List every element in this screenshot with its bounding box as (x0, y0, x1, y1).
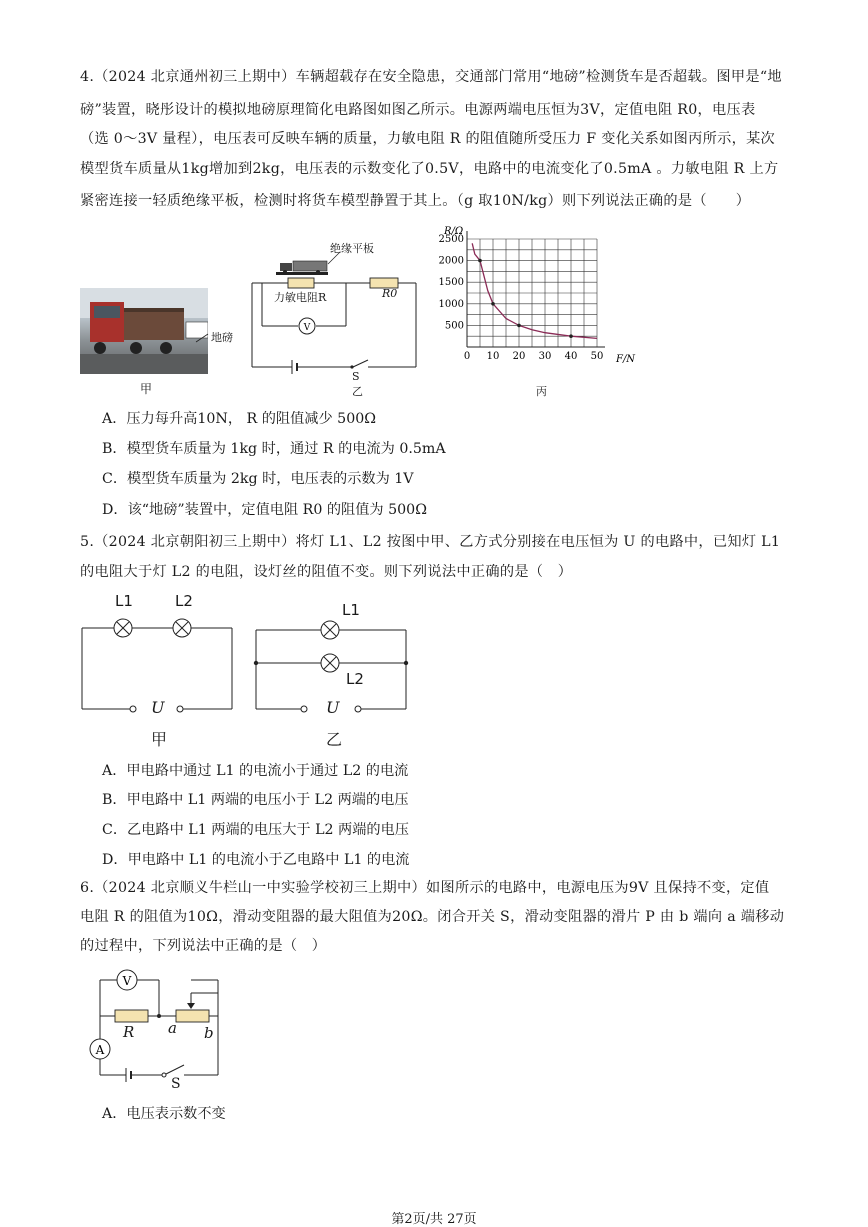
truck-photo (80, 288, 208, 374)
q5-yi-u-label: U (326, 698, 340, 717)
circuit-yi (240, 236, 430, 396)
q6-line-1: 6.（2024 北京顺义牛栏山一中实验学校初三上期中）如图所示的电路中，电源电压为9V 且保持不变，定值 (80, 880, 770, 896)
q5-jia-caption: 甲 (151, 730, 168, 749)
photo-tag-pointer (190, 320, 220, 350)
chart-series-line (472, 243, 597, 338)
q5-option-b[interactable]: B．甲电路中 L1 两端的电压小于 L2 两端的电压 (102, 792, 409, 808)
chart-x-axis-label: F/N (616, 354, 636, 365)
chart-y-tick-label: 500 (444, 320, 464, 332)
q5-line-2: 的电阻大于灯 L2 的电阻，设灯丝的阻值不变。则下列说法中正确的是（ ） (80, 564, 573, 580)
q4-line-5: 紧密连接一轻质绝缘平板，检测时将货车模型静置于其上。（g 取10N/kg）则下列说法正确的是（ ） (80, 193, 751, 209)
truck-illustration (80, 288, 208, 374)
chart-point (478, 259, 482, 263)
q4-option-d[interactable]: D．该“地磅”装置中，定值电阻 R0 的阻值为 500Ω (102, 502, 427, 518)
page-number: 第2页/共 27页 (391, 1212, 477, 1227)
chart-x-tick-label: 50 (590, 351, 604, 362)
q4-option-b[interactable]: B．模型货车质量为 1kg 时，通过 R 的电流为 0.5mA (102, 441, 446, 457)
circuit-yi-parallel (250, 588, 415, 748)
q4-line-4: 模型货车质量从1kg增加到2kg，电压表的示数变化了0.5V，电路中的电流变化了0.5mA 。力敏电阻 R 上方 (80, 161, 779, 177)
q4-option-c[interactable]: C．模型货车质量为 2kg 时，电压表的示数为 1V (102, 471, 414, 487)
voltmeter-symbol: V (303, 323, 311, 333)
chart-y-tick-label: 1500 (438, 277, 464, 289)
q5-option-a[interactable]: A．甲电路中通过 L1 的电流小于通过 L2 的电流 (102, 763, 409, 779)
q6-s-label: S (171, 1076, 181, 1092)
q5-yi-l1-label: L1 (342, 601, 360, 619)
q5-yi-l2-label: L2 (346, 670, 364, 688)
chart-y-tick-label: 2000 (438, 255, 464, 267)
q5-line-1: 5.（2024 北京朝阳初三上期中）将灯 L1、L2 按图中甲、乙方式分别接在电压恒为 U 的电路中，已知灯 L1 (80, 534, 781, 550)
fig-bing-caption: 丙 (536, 385, 547, 398)
chart-point (517, 324, 521, 328)
chart-x-tick-label: 10 (486, 351, 500, 362)
q6-ammeter-symbol: A (95, 1043, 105, 1057)
q6-line-2: 电阻 R 的阻值为10Ω，滑动变阻器的最大阻值为20Ω。闭合开关 S，滑动变阻器的滑片 P 由 b 端向 a 端移动 (80, 909, 785, 925)
q4-line-3: （选 0～3V 量程），电压表可反映车辆的质量，力敏电阻 R 的阻值随所受压力 F 变化关系如图丙所示，某次 (80, 131, 776, 147)
q5-jia-l2-label: L2 (175, 592, 193, 610)
chart-point (569, 334, 573, 338)
q6-option-a[interactable]: A．电压表示数不变 (102, 1106, 226, 1122)
chart-x-tick-label: 20 (512, 351, 526, 362)
q4-line-2: 磅”装置，晓彤设计的模拟地磅原理简化电路图如图乙所示。电源两端电压恒为3V，定值电阻 R0，电压表 (80, 102, 756, 118)
circuit-jia-series (76, 588, 241, 748)
chart-point (491, 302, 495, 306)
q5-option-c[interactable]: C．乙电路中 L1 两端的电压大于 L2 两端的电压 (102, 822, 409, 838)
insulating-plate-label: 绝缘平板 (330, 242, 374, 255)
chart-ticks (439, 234, 604, 362)
chart-grid (467, 239, 597, 347)
force-resistor-label: 力敏电阻R (274, 291, 327, 304)
chart-x-tick-label: 0 (463, 351, 471, 362)
q4-option-a[interactable]: A．压力每升高10N， R 的阻值减少 500Ω (102, 411, 377, 427)
chart-y-tick-label: 2500 (438, 234, 464, 245)
fig-jia-caption: 甲 (140, 382, 153, 396)
q4-line-1: 4.（2024 北京通州初三上期中）车辆超载存在安全隐患，交通部门常用“地磅”检测货车是否超载。图甲是“地 (80, 69, 782, 85)
photo-tag-label: 地磅 (211, 331, 233, 344)
q5-jia-u-label: U (151, 698, 165, 717)
q6-b-label: b (204, 1024, 214, 1042)
q6-line-3: 的过程中，下列说法中正确的是（ ） (80, 938, 327, 954)
force-resistor (288, 278, 314, 288)
q6-voltmeter-symbol: V (122, 974, 132, 988)
q6-r-label: R (123, 1023, 135, 1041)
q5-option-d[interactable]: D．甲电路中 L1 的电流小于乙电路中 L1 的电流 (102, 852, 410, 868)
r0-label: R0 (382, 287, 398, 300)
chart-y-tick-label: 1000 (438, 298, 464, 310)
fig-yi-caption: 乙 (352, 385, 363, 398)
switch-label: S (352, 370, 360, 383)
q5-yi-caption: 乙 (326, 730, 343, 749)
chart-x-tick-label: 40 (564, 351, 578, 362)
q6-a-label: a (168, 1019, 177, 1037)
resistance-force-chart (430, 222, 640, 402)
chart-x-tick-label: 30 (538, 351, 552, 362)
chart-y-axis-label: R/Ω (444, 226, 464, 237)
q5-jia-l1-label: L1 (115, 592, 133, 610)
chart-points (478, 259, 573, 338)
